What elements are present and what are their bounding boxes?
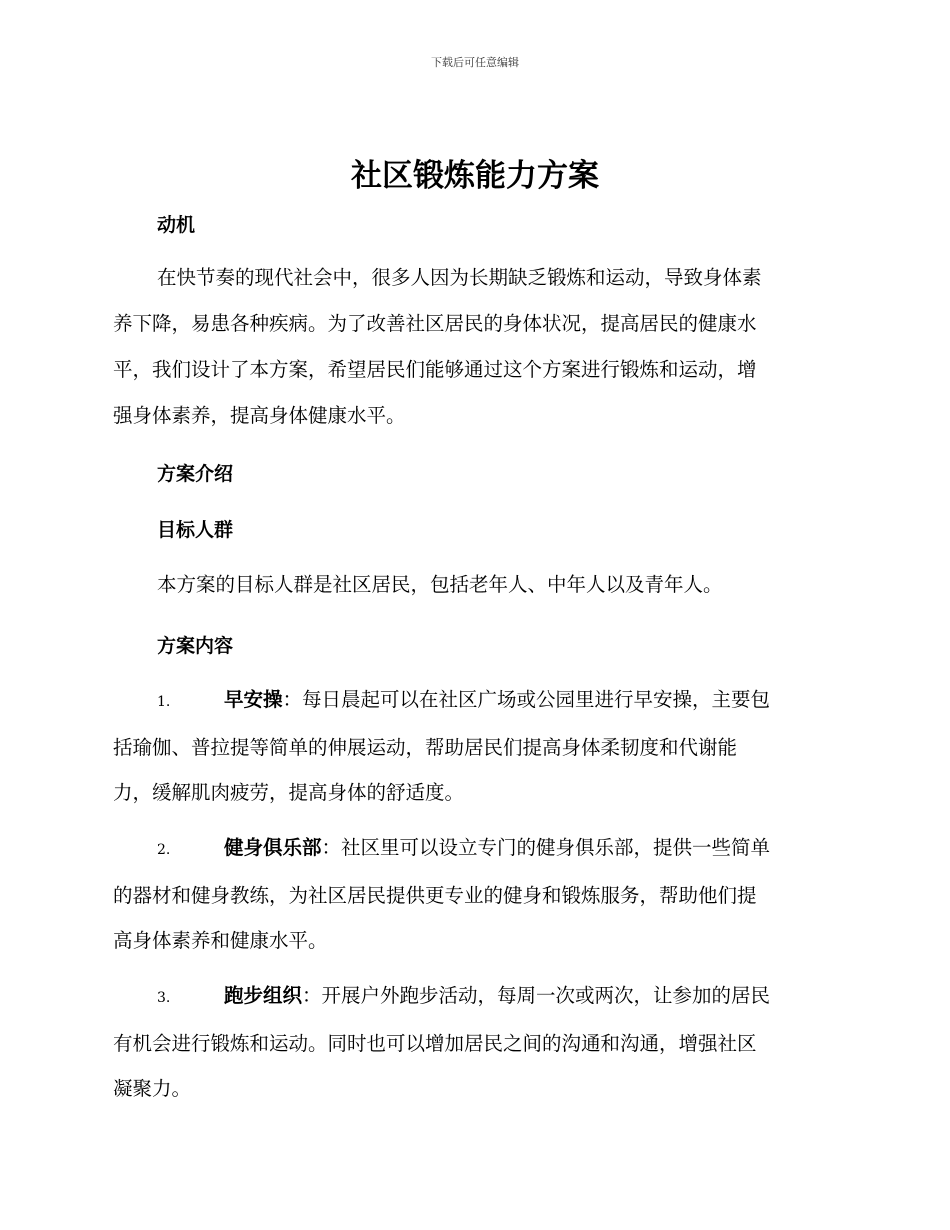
list-item-title: 早安操 [224, 688, 283, 711]
list-item-title: 跑步组织 [224, 984, 303, 1007]
motivation-line: 强身体素养，提高身体健康水平。 [113, 404, 406, 427]
list-item-text: ：开展户外跑步活动，每周一次或两次，让参加的居民 [302, 984, 771, 1007]
list-item-text: 括瑜伽、普拉提等简单的伸展运动，帮助居民们提高身体柔韧度和代谢能 [113, 736, 738, 759]
list-item-title: 健身俱乐部 [224, 836, 322, 859]
list-item-text: 的器材和健身教练，为社区居民提供更专业的健身和锻炼服务，帮助他们提 [113, 884, 757, 907]
heading-target-group: 目标人群 [157, 519, 234, 541]
page-header-note: 下载后可任意编辑 [431, 56, 519, 69]
motivation-line: 在快节奏的现代社会中，很多人因为长期缺乏锻炼和运动，导致身体素 [157, 266, 762, 289]
heading-plan-content: 方案内容 [157, 635, 234, 657]
motivation-line: 平，我们设计了本方案，希望居民们能够通过这个方案进行锻炼和运动，增 [113, 358, 757, 381]
document-title: 社区锻炼能力方案 [351, 158, 599, 194]
heading-motivation: 动机 [157, 214, 196, 236]
target-line: 本方案的目标人群是社区居民，包括老年人、中年人以及青年人。 [157, 573, 723, 596]
list-item-text: 凝聚力。 [113, 1077, 192, 1100]
motivation-paragraph [113, 255, 833, 439]
list-item-text: 高身体素养和健康水平。 [113, 929, 328, 952]
list-item-number: 3. [157, 990, 171, 1006]
list-item-morning-exercise [113, 677, 833, 815]
list-item-fitness-club [113, 825, 833, 963]
list-item-running-group [113, 973, 833, 1111]
list-item-number: 2. [157, 842, 171, 858]
list-item-text: ：社区里可以设立专门的健身俱乐部，提供一些简单 [321, 836, 771, 859]
heading-plan-intro: 方案介绍 [157, 463, 234, 485]
list-item-text: ：每日晨起可以在社区广场或公园里进行早安操，主要包 [282, 688, 771, 711]
list-item-text: 力，缓解肌肉疲劳，提高身体的舒适度。 [113, 781, 465, 804]
motivation-line: 养下降，易患各种疾病。为了改善社区居民的身体状况，提高居民的健康水 [113, 312, 757, 335]
target-paragraph [113, 562, 833, 608]
list-item-number: 1. [157, 694, 171, 710]
list-item-text: 有机会进行锻炼和运动。同时也可以增加居民之间的沟通和沟通，增强社区 [113, 1032, 757, 1055]
